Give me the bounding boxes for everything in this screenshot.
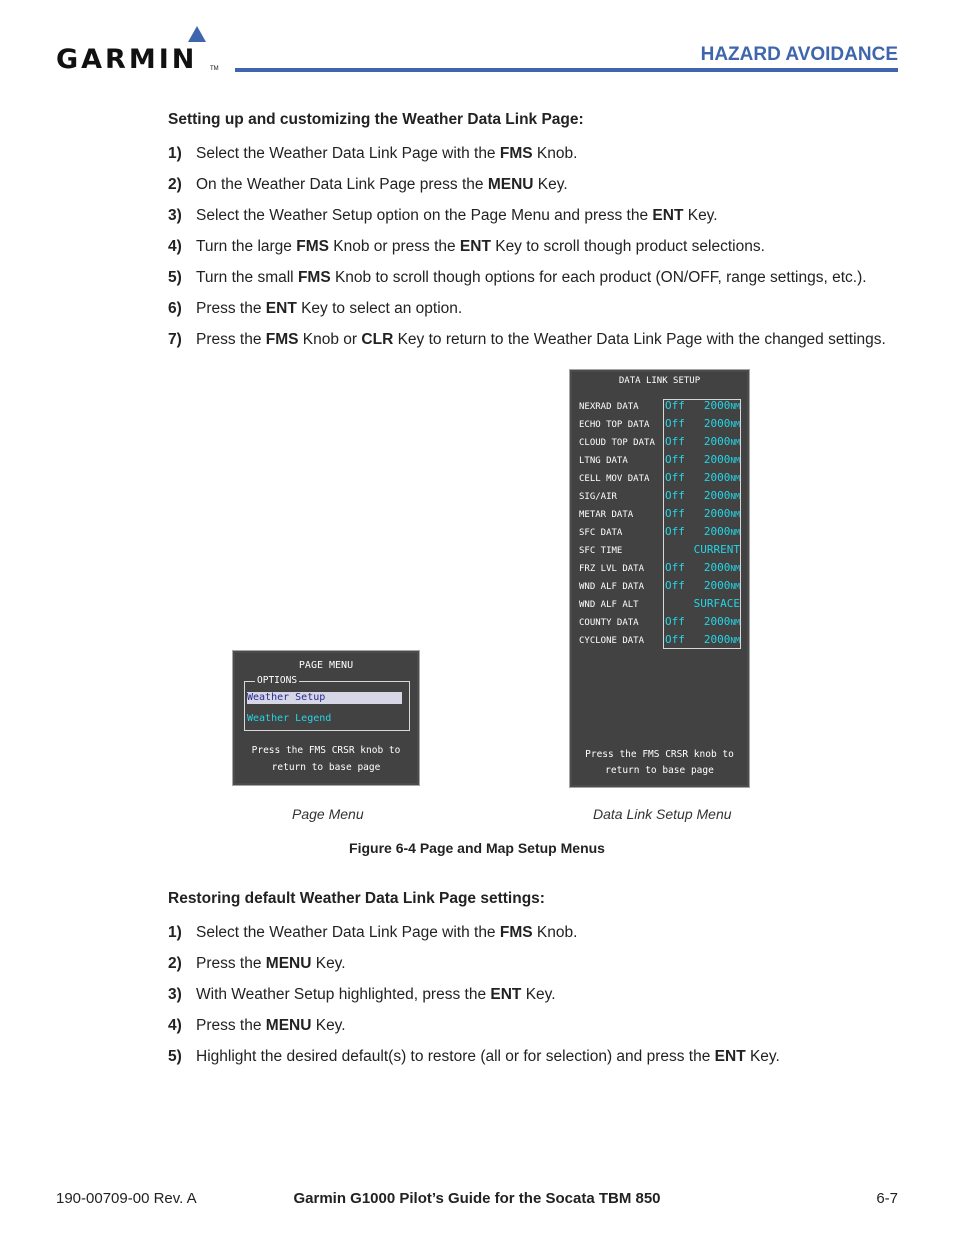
data-link-product-name: FRZ LVL DATA [579, 564, 645, 574]
data-link-row[interactable] [579, 488, 744, 506]
step-number: 3) [168, 207, 182, 224]
menu-item-weather-setup[interactable]: Weather Setup [247, 692, 402, 704]
page-menu-footer [235, 742, 417, 776]
page-menu-screen [232, 650, 420, 786]
unit-label: NM [730, 618, 740, 627]
page-menu-footer-line: return to base page [271, 762, 381, 773]
step-number: 2) [168, 955, 182, 972]
data-link-product-name: LTNG DATA [579, 456, 628, 466]
data-link-row[interactable] [579, 614, 744, 632]
data-link-row[interactable] [579, 596, 744, 614]
data-link-state-field[interactable]: Off [665, 399, 685, 412]
step-text: Select the Weather Data Link Page with the FMS Knob. [196, 145, 578, 162]
step-number: 1) [168, 145, 182, 162]
data-link-product-name: SFC TIME [579, 546, 623, 556]
data-link-setup-screen [569, 369, 750, 788]
data-link-state-field[interactable]: Off [665, 489, 685, 502]
data-link-state-field[interactable]: Off [665, 507, 685, 520]
step-text: Press the FMS Knob or CLR Key to return to the Weather Data Link Page with the changed settings. [196, 331, 886, 348]
data-link-range-field[interactable]: 2000NM [703, 525, 740, 538]
data-link-row[interactable] [579, 506, 744, 524]
section-title: HAZARD AVOIDANCE [700, 44, 898, 65]
control-name: MENU [265, 1017, 312, 1034]
data-link-state-field[interactable]: Off [665, 471, 685, 484]
data-link-range-field[interactable]: 2000NM [703, 435, 740, 448]
data-link-row[interactable] [579, 632, 744, 650]
data-link-row[interactable] [579, 560, 744, 578]
control-name: ENT [714, 1048, 746, 1065]
step-text: Turn the small FMS Knob to scroll though options for each product (ON/OFF, range settings, etc.). [196, 269, 867, 286]
data-link-state-field[interactable]: Off [665, 525, 685, 538]
data-link-product-name: METAR DATA [579, 510, 634, 520]
control-name: ENT [490, 986, 522, 1003]
data-link-product-name: SIG/AIR [579, 492, 617, 502]
control-name: FMS [297, 269, 331, 286]
garmin-logo [56, 26, 221, 74]
step-text: With Weather Setup highlighted, press the ENT Key. [196, 986, 556, 1003]
data-link-range-field[interactable]: 2000NM [703, 561, 740, 574]
control-name: FMS [265, 331, 299, 348]
data-link-range-field[interactable]: 2000NM [703, 399, 740, 412]
step-number: 4) [168, 238, 182, 255]
data-link-product-name: WND ALF ALT [579, 600, 639, 610]
control-name: CLR [361, 331, 394, 348]
data-link-rows [579, 398, 744, 650]
data-link-row[interactable] [579, 542, 744, 560]
header-rule [235, 68, 898, 72]
control-name: MENU [265, 955, 312, 972]
page-menu-caption: Page Menu [292, 806, 364, 822]
data-link-product-name: ECHO TOP DATA [579, 420, 650, 430]
step-number: 2) [168, 176, 182, 193]
data-link-state-field[interactable]: Off [665, 633, 685, 646]
unit-label: NM [730, 420, 740, 429]
data-link-footer-line: Press the FMS CRSR knob to [585, 749, 734, 760]
logo-trademark: TM [210, 66, 219, 72]
data-link-row[interactable] [579, 416, 744, 434]
data-link-setup-title: DATA LINK SETUP [618, 376, 701, 386]
data-link-state-field[interactable]: Off [665, 435, 685, 448]
data-link-range-field[interactable]: 2000NM [703, 489, 740, 502]
data-link-product-name: CYCLONE DATA [579, 636, 645, 646]
section-heading-setup: Setting up and customizing the Weather Data Link Page: [168, 111, 584, 128]
logo-text: GARMIN [56, 44, 198, 75]
step-text: Highlight the desired default(s) to restore (all or for selection) and press the ENT Key. [196, 1048, 780, 1065]
data-link-footer-line: return to base page [605, 765, 714, 776]
footer-title: Garmin G1000 Pilot’s Guide for the Socata TBM 850 [293, 1190, 661, 1207]
control-name: ENT [652, 207, 684, 224]
data-link-row[interactable] [579, 398, 744, 416]
control-name: ENT [265, 300, 297, 317]
data-link-state-field[interactable]: Off [665, 453, 685, 466]
data-link-row[interactable] [579, 524, 744, 542]
page-menu-footer-line: Press the FMS CRSR knob to [251, 745, 401, 756]
step-text: Select the Weather Data Link Page with the FMS Knob. [196, 924, 578, 941]
step-text: Press the MENU Key. [196, 1017, 346, 1034]
unit-label: NM [730, 456, 740, 465]
unit-label: NM [730, 492, 740, 501]
data-link-range-field[interactable]: 2000NM [703, 633, 740, 646]
unit-label: NM [730, 474, 740, 483]
step-number: 5) [168, 269, 182, 286]
unit-label: NM [730, 402, 740, 411]
data-link-product-name: NEXRAD DATA [579, 402, 639, 412]
step-text: Select the Weather Setup option on the Page Menu and press the ENT Key. [196, 207, 718, 224]
step-text: On the Weather Data Link Page press the MENU Key. [196, 176, 568, 193]
step-number: 3) [168, 986, 182, 1003]
unit-label: NM [730, 564, 740, 573]
data-link-caption: Data Link Setup Menu [593, 806, 732, 822]
data-link-range-field[interactable]: SURFACE [693, 597, 740, 610]
control-name: ENT [459, 238, 491, 255]
step-number: 7) [168, 331, 182, 348]
data-link-range-field[interactable]: 2000NM [703, 417, 740, 430]
unit-label: NM [730, 438, 740, 447]
data-link-row[interactable] [579, 578, 744, 596]
section-heading-restore: Restoring default Weather Data Link Page settings: [168, 890, 545, 907]
data-link-range-field[interactable]: CURRENT [693, 543, 740, 556]
step-text: Press the ENT Key to select an option. [196, 300, 463, 317]
data-link-state-field[interactable]: Off [665, 615, 685, 628]
data-link-product-name: CLOUD TOP DATA [579, 438, 655, 448]
garmin-triangle-icon [188, 26, 206, 42]
data-link-state-field[interactable]: Off [665, 417, 685, 430]
step-number: 4) [168, 1017, 182, 1034]
step-text: Turn the large FMS Knob or press the ENT Key to scroll though product selections. [196, 238, 765, 255]
data-link-row[interactable] [579, 434, 744, 452]
data-link-state-field[interactable]: Off [665, 579, 685, 592]
menu-item-weather-legend[interactable]: Weather Legend [247, 713, 332, 724]
step-number: 5) [168, 1048, 182, 1065]
data-link-footer [572, 747, 747, 779]
data-link-range-field[interactable]: 2000NM [703, 453, 740, 466]
data-link-range-field[interactable]: 2000NM [703, 507, 740, 520]
figure-caption: Figure 6-4 Page and Map Setup Menus [349, 840, 605, 856]
step-number: 1) [168, 924, 182, 941]
control-name: MENU [487, 176, 534, 193]
unit-label: NM [730, 582, 740, 591]
data-link-range-field[interactable]: 2000NM [703, 471, 740, 484]
unit-label: NM [730, 636, 740, 645]
footer-doc-number: 190-00709-00 Rev. A [56, 1190, 197, 1207]
step-number: 6) [168, 300, 182, 317]
data-link-row[interactable] [579, 452, 744, 470]
page-menu-title: PAGE MENU [298, 660, 354, 671]
options-group-label: OPTIONS [257, 675, 298, 686]
data-link-product-name: CELL MOV DATA [579, 474, 650, 484]
data-link-range-field[interactable]: 2000NM [703, 579, 740, 592]
data-link-product-name: WND ALF DATA [579, 582, 645, 592]
unit-label: NM [730, 528, 740, 537]
data-link-row[interactable] [579, 470, 744, 488]
data-link-state-field[interactable]: Off [665, 561, 685, 574]
control-name: FMS [296, 238, 329, 255]
unit-label: NM [730, 510, 740, 519]
data-link-product-name: COUNTY DATA [579, 618, 639, 628]
data-link-range-field[interactable]: 2000NM [703, 615, 740, 628]
step-text: Press the MENU Key. [196, 955, 346, 972]
page-menu-options-box [244, 675, 410, 731]
control-name: FMS [499, 145, 533, 162]
control-name: FMS [499, 924, 533, 941]
footer-page-number: 6-7 [876, 1190, 898, 1207]
data-link-product-name: SFC DATA [579, 528, 623, 538]
